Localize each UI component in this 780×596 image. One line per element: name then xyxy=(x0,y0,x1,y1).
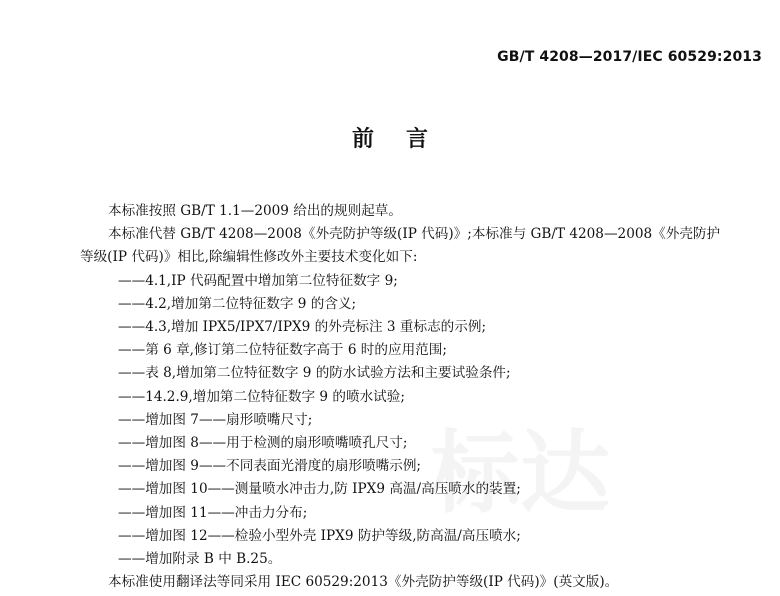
list-item: ——4.2,增加第二位特征数字 9 的含义; xyxy=(118,295,357,312)
paragraph-replaces-line-1: 本标准代替 GB/T 4208—2008《外壳防护等级(IP 代码)》;本标准与 GB/T 4208—2008《外壳防护 xyxy=(108,226,721,243)
list-item: ——第 6 章,修订第二位特征数字高于 6 时的应用范围; xyxy=(118,342,447,359)
paragraph-drafting-rules: 本标准按照 GB/T 1.1—2009 给出的规则起草。 xyxy=(108,203,402,219)
list-item: ——增加图 11——冲击力分布; xyxy=(118,504,308,521)
standard-number-header: GB/T 4208—2017/IEC 60529:2013 xyxy=(497,49,762,65)
list-item: ——14.2.9,增加第二位特征数字 9 的喷水试验; xyxy=(118,388,405,405)
list-item: ——增加附录 B 中 B.25。 xyxy=(118,551,282,568)
list-item: ——增加图 10——测量喷水冲击力,防 IPX9 高温/高压喷水的装置; xyxy=(118,481,521,498)
page-title: 前言 xyxy=(351,127,460,152)
list-item: ——增加图 9——不同表面光滑度的扇形喷嘴示例; xyxy=(118,458,422,475)
foreword-body xyxy=(80,200,768,594)
paragraph-adoption: 本标准使用翻译法等同采用 IEC 60529:2013《外壳防护等级(IP 代码)》(英文版)。 xyxy=(108,574,619,591)
list-item: ——增加图 12——检验小型外壳 IPX9 防护等级,防高温/高压喷水; xyxy=(118,527,521,544)
list-item: ——4.1,IP 代码配置中增加第二位特征数字 9; xyxy=(118,272,398,289)
paragraph-replaces-line-2: 等级(IP 代码)》相比,除编辑性修改外主要技术变化如下: xyxy=(80,249,418,266)
list-item: ——增加图 8——用于检测的扇形喷嘴喷孔尺寸; xyxy=(118,435,408,452)
list-item: ——4.3,增加 IPX5/IPX7/IPX9 的外壳标注 3 重标志的示例; xyxy=(118,319,487,336)
list-item: ——表 8,增加第二位特征数字 9 的防水试验方法和主要试验条件; xyxy=(118,365,511,382)
list-item: ——增加图 7——扇形喷嘴尺寸; xyxy=(118,411,313,428)
